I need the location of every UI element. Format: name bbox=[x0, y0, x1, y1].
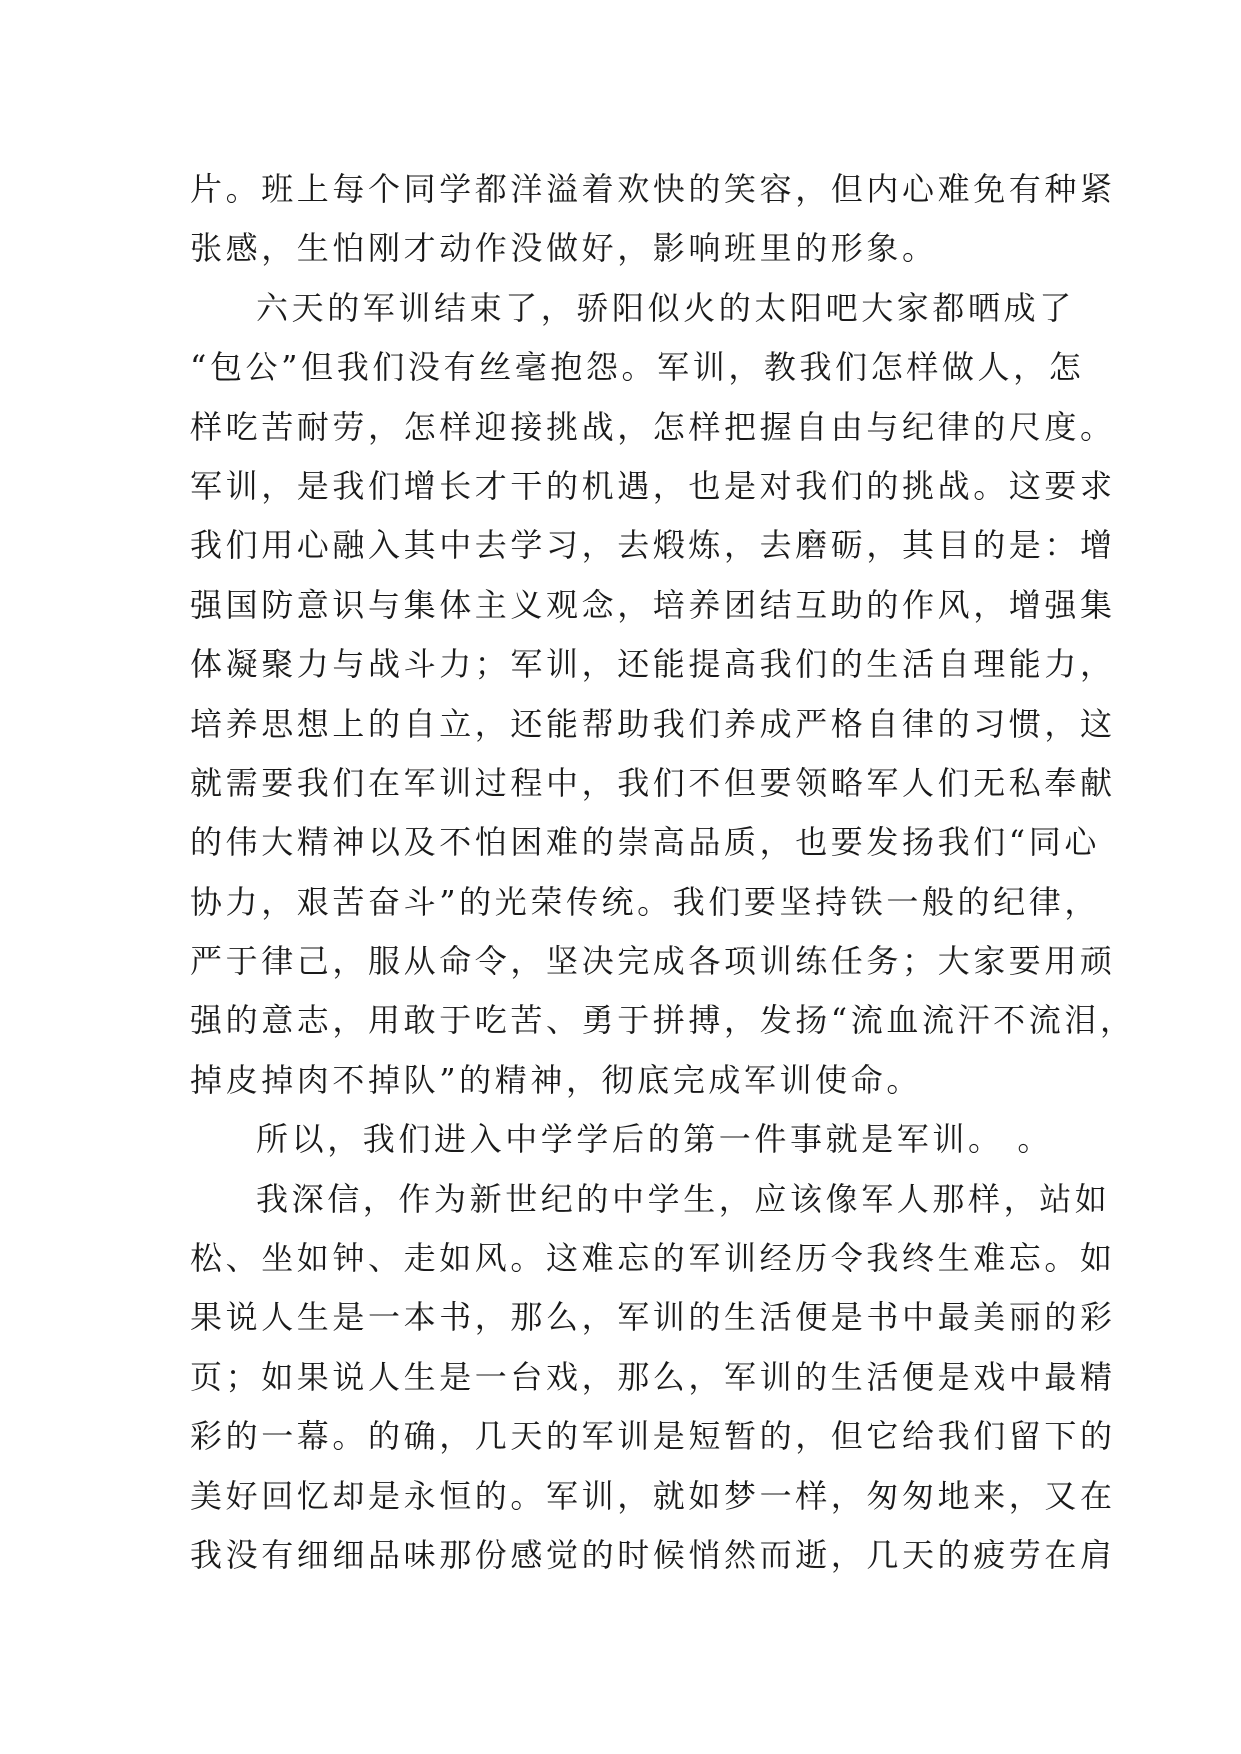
text-line: 培养思想上的自立，还能帮助我们养成严格自律的习惯，这 bbox=[190, 704, 1116, 743]
text-line: 片。班上每个同学都洋溢着欢快的笑容，但内心难免有种紧 bbox=[190, 170, 1116, 208]
text-line: 就需要我们在军训过程中，我们不但要领略军人们无私奉献 bbox=[190, 763, 1116, 802]
text-line: 我深信，作为新世纪的中学生，应该像军人那样，站如 bbox=[256, 1179, 1111, 1218]
text-line: 果说人生是一本书，那么，军训的生活便是书中最美丽的彩 bbox=[190, 1298, 1116, 1337]
text-line: 体凝聚力与战斗力；军训，还能提高我们的生活自理能力， bbox=[190, 645, 1116, 684]
text-line: 强国防意识与集体主义观念，培养团结互助的作风，增强集 bbox=[190, 585, 1116, 624]
text-line: 样吃苦耐劳，怎样迎接挑战，怎样把握自由与纪律的尺度。 bbox=[190, 407, 1116, 446]
text-line: 我们用心融入其中去学习，去煅炼，去磨砺，其目的是：增 bbox=[190, 526, 1116, 565]
text-line: 美好回忆却是永恒的。军训，就如梦一样，匆匆地来，又在 bbox=[190, 1476, 1116, 1515]
text-line: 掉皮掉肉不掉队”的精神，彻底完成军训使命。 bbox=[190, 1060, 922, 1099]
text-line: 彩的一幕。的确，几天的军训是短暂的，但它给我们留下的 bbox=[190, 1417, 1116, 1456]
text-line: 页；如果说人生是一台戏，那么，军训的生活便是戏中最精 bbox=[190, 1357, 1116, 1396]
text-line: 严于律己，服从命令，坚决完成各项训练任务；大家要用顽 bbox=[190, 942, 1116, 981]
text-line: 松、坐如钟、走如风。这难忘的军训经历令我终生难忘。如 bbox=[190, 1239, 1116, 1278]
text-line: 张感，生怕刚才动作没做好，影响班里的形象。 bbox=[190, 229, 938, 268]
text-line: 的伟大精神以及不怕困难的崇高品质，也要发扬我们“同心 bbox=[190, 823, 1100, 862]
text-line: “包公”但我们没有丝毫抱怨。军训，教我们怎样做人，怎 bbox=[190, 348, 1085, 387]
body-text bbox=[190, 160, 1136, 1585]
text-line: 所以，我们进入中学学后的第一件事就是军训。 。 bbox=[256, 1120, 1053, 1159]
text-line: 六天的军训结束了，骄阳似火的太阳吧大家都晒成了 bbox=[256, 288, 1075, 327]
text-line: 我没有细细品味那份感觉的时候悄然而逝，几天的疲劳在肩 bbox=[190, 1535, 1116, 1574]
text-line: 协力，艰苦奋斗”的光荣传统。我们要坚持铁一般的纪律， bbox=[190, 882, 1100, 921]
text-line: 军训，是我们增长才干的机遇，也是对我们的挑战。这要求 bbox=[190, 466, 1116, 505]
text-line: 强的意志，用敢于吃苦、勇于拼搏，发扬“流血流汗不流泪， bbox=[190, 1001, 1136, 1040]
